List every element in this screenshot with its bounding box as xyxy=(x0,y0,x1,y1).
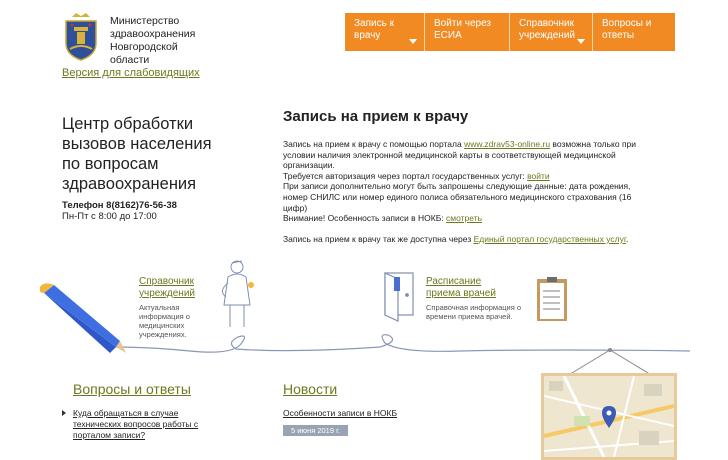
nav-label: ответы xyxy=(602,30,635,41)
bullet-icon xyxy=(62,410,66,416)
ministry-line: Министерство xyxy=(110,15,180,27)
chevron-down-icon xyxy=(577,39,585,44)
coat-of-arms-icon[interactable] xyxy=(62,13,100,61)
ministry-name xyxy=(110,15,220,67)
link-line: Расписание xyxy=(426,276,482,287)
info-text: возможна только при условии наличия электронной медицинской карты в соответствующей медицинской организации. xyxy=(283,139,637,171)
nav-label: врачу xyxy=(354,30,381,41)
working-hours: Пн-Пт с 8:00 до 17:00 xyxy=(62,211,157,222)
nav-label: учреждений xyxy=(519,30,576,41)
info-paragraph xyxy=(283,171,645,182)
spacer xyxy=(283,224,645,234)
zdrav53-link[interactable]: www.zdrav53-online.ru xyxy=(464,139,551,149)
info-paragraph xyxy=(283,139,645,171)
info-paragraph xyxy=(283,213,645,224)
link-line: Справочник xyxy=(139,276,194,287)
title-line: вызовов населения xyxy=(62,135,212,153)
doctor-icon xyxy=(222,261,254,327)
info-paragraph: При записи дополнительно могут быть запрошены следующие данные: дата рождения, номер СНИЛС или номер единого полиса обязательного медицинского страхования (16 цифр) xyxy=(283,181,632,213)
nav-directory[interactable] xyxy=(510,13,593,51)
news-title[interactable]: Новости xyxy=(283,381,338,397)
low-vision-link[interactable]: Версия для слабовидящих xyxy=(62,67,200,79)
news-date-badge: 5 июня 2019 г. xyxy=(283,425,348,436)
info-text: Запись на прием к врачу с помощью портала xyxy=(283,139,465,149)
nav-label: Войти через xyxy=(434,18,492,29)
title-line: Центр обработки xyxy=(62,115,194,133)
nav-label: ЕСИА xyxy=(434,30,462,41)
nav-label: Вопросы и xyxy=(602,18,652,29)
info-text: Внимание! Особенность записи в НОКБ: xyxy=(283,213,447,224)
login-link[interactable]: войти xyxy=(527,170,550,181)
nav-appointment[interactable] xyxy=(345,13,425,51)
clipboard-icon xyxy=(537,277,567,321)
institutions-directory-description: Актуальная информация о медицинских учреждениях. xyxy=(139,303,190,339)
top-navigation xyxy=(345,13,675,51)
doctors-schedule-description: Справочная информация о времени приема врачей. xyxy=(426,303,522,321)
info-text: . xyxy=(625,233,629,244)
nav-esia-login[interactable] xyxy=(425,13,510,51)
gosuslugi-link[interactable]: Единый портал государственных услуг xyxy=(473,233,626,244)
ministry-line: области xyxy=(110,54,150,66)
doctors-schedule-link[interactable] xyxy=(426,276,516,300)
list-item xyxy=(62,408,222,441)
nav-label: Справочник xyxy=(519,18,574,29)
chevron-down-icon xyxy=(409,39,417,44)
call-center-title xyxy=(62,114,252,194)
pencil-icon xyxy=(40,283,126,353)
appointment-info xyxy=(283,139,645,244)
phone-number: Телефон 8(8162)76-56-38 xyxy=(62,200,177,211)
door-icon xyxy=(385,273,413,321)
institutions-directory-link[interactable] xyxy=(139,276,219,300)
faq-title[interactable]: Вопросы и ответы xyxy=(73,381,191,397)
nokb-details-link[interactable]: смотреть xyxy=(446,213,483,224)
title-line: по вопросам xyxy=(62,155,159,173)
nav-faq[interactable] xyxy=(593,13,675,51)
link-line: учреждений xyxy=(139,288,196,299)
info-text: Запись на прием к врачу так же доступна через xyxy=(283,233,474,244)
city-map[interactable] xyxy=(541,373,677,460)
ministry-line: Новгородской xyxy=(110,41,178,53)
faq-question-link[interactable]: Куда обращаться в случае технических вопросов работы с порталом записи? xyxy=(73,408,199,440)
info-paragraph xyxy=(283,234,645,245)
title-line: здравоохранения xyxy=(62,175,197,193)
nav-label: Запись к xyxy=(354,18,394,29)
page-title: Запись на прием к врачу xyxy=(283,108,469,125)
news-item-link[interactable]: Особенности записи в НОКБ xyxy=(283,408,398,418)
link-line: приема врачей xyxy=(426,288,496,299)
info-text: Требуется авторизация через портал государственных услуг: xyxy=(283,170,528,181)
illustration xyxy=(40,255,690,360)
ministry-line: здравоохранения xyxy=(110,28,196,40)
